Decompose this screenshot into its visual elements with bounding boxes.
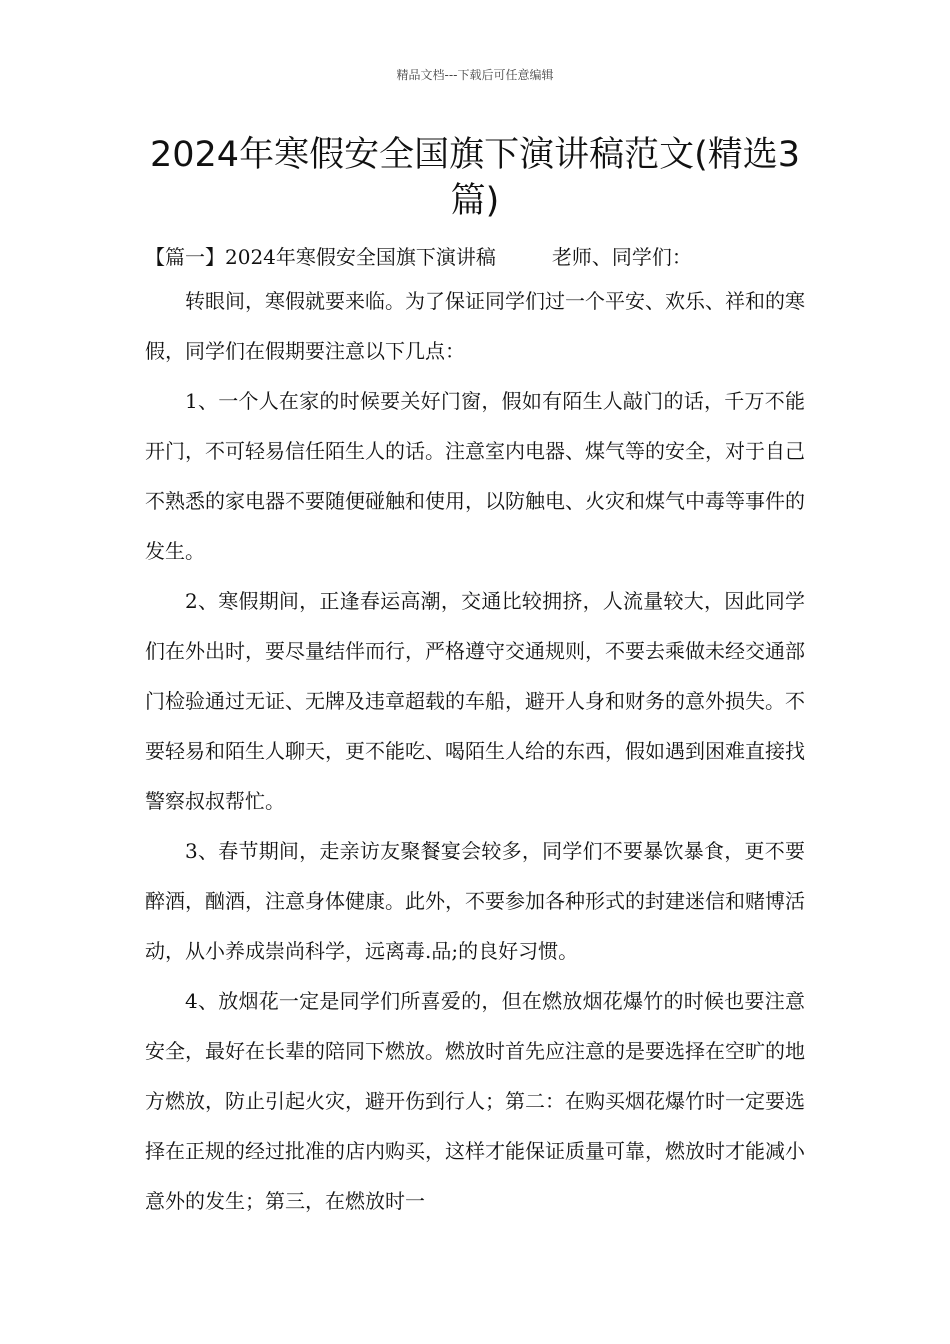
paragraph-item-1: 1、一个人在家的时候要关好门窗，假如有陌生人敲门的话，千万不能开门，不可轻易信任陌生人的话。注意室内电器、煤气等的安全，对于自己不熟悉的家电器不要随便碰触和使用，以防触电、火灾和煤气中毒等事件的发生。 — [145, 389, 805, 563]
paragraph-item-4: 4、放烟花一定是同学们所喜爱的，但在燃放烟花爆竹的时候也要注意安全，最好在长辈的陪同下燃放。燃放时首先应注意的是要选择在空旷的地方燃放，防止引起火灾，避开伤到行人；第二：在购买烟花爆竹时一定要选择在正规的经过批准的店内购买，这样才能保证质量可靠，燃放时才能减小意外的发生；第三，在燃放时一 — [145, 989, 805, 1213]
paragraph-item-2: 2、寒假期间，正逢春运高潮，交通比较拥挤，人流量较大，因此同学们在外出时，要尽量结伴而行，严格遵守交通规则，不要去乘做未经交通部门检验通过无证、无牌及违章超载的车船，避开人身和财务的意外损失。不要轻易和陌生人聊天，更不能吃、喝陌生人给的东西，假如遇到困难直接找警察叔叔帮忙。 — [145, 589, 805, 813]
paragraph-item-3: 3、春节期间，走亲访友聚餐宴会较多，同学们不要暴饮暴食，更不要醉酒，酗酒，注意身体健康。此外，不要参加各种形式的封建迷信和赌博活动，从小养成崇尚科学，远离毒.品;的良好习惯。 — [145, 839, 805, 963]
section-heading: 【篇一】2024年寒假安全国旗下演讲稿 — [145, 245, 496, 269]
document-title: 2024年寒假安全国旗下演讲稿范文(精选3篇) — [150, 135, 800, 221]
header-watermark: 精品文档---下载后可任意编辑 — [396, 68, 554, 82]
salutation: 老师、同学们： — [551, 245, 692, 269]
document-body — [145, 276, 805, 1226]
paragraph-intro: 转眼间，寒假就要来临。为了保证同学们过一个平安、欢乐、祥和的寒假，同学们在假期要注意以下几点： — [145, 289, 805, 363]
section-heading-line — [145, 232, 805, 282]
